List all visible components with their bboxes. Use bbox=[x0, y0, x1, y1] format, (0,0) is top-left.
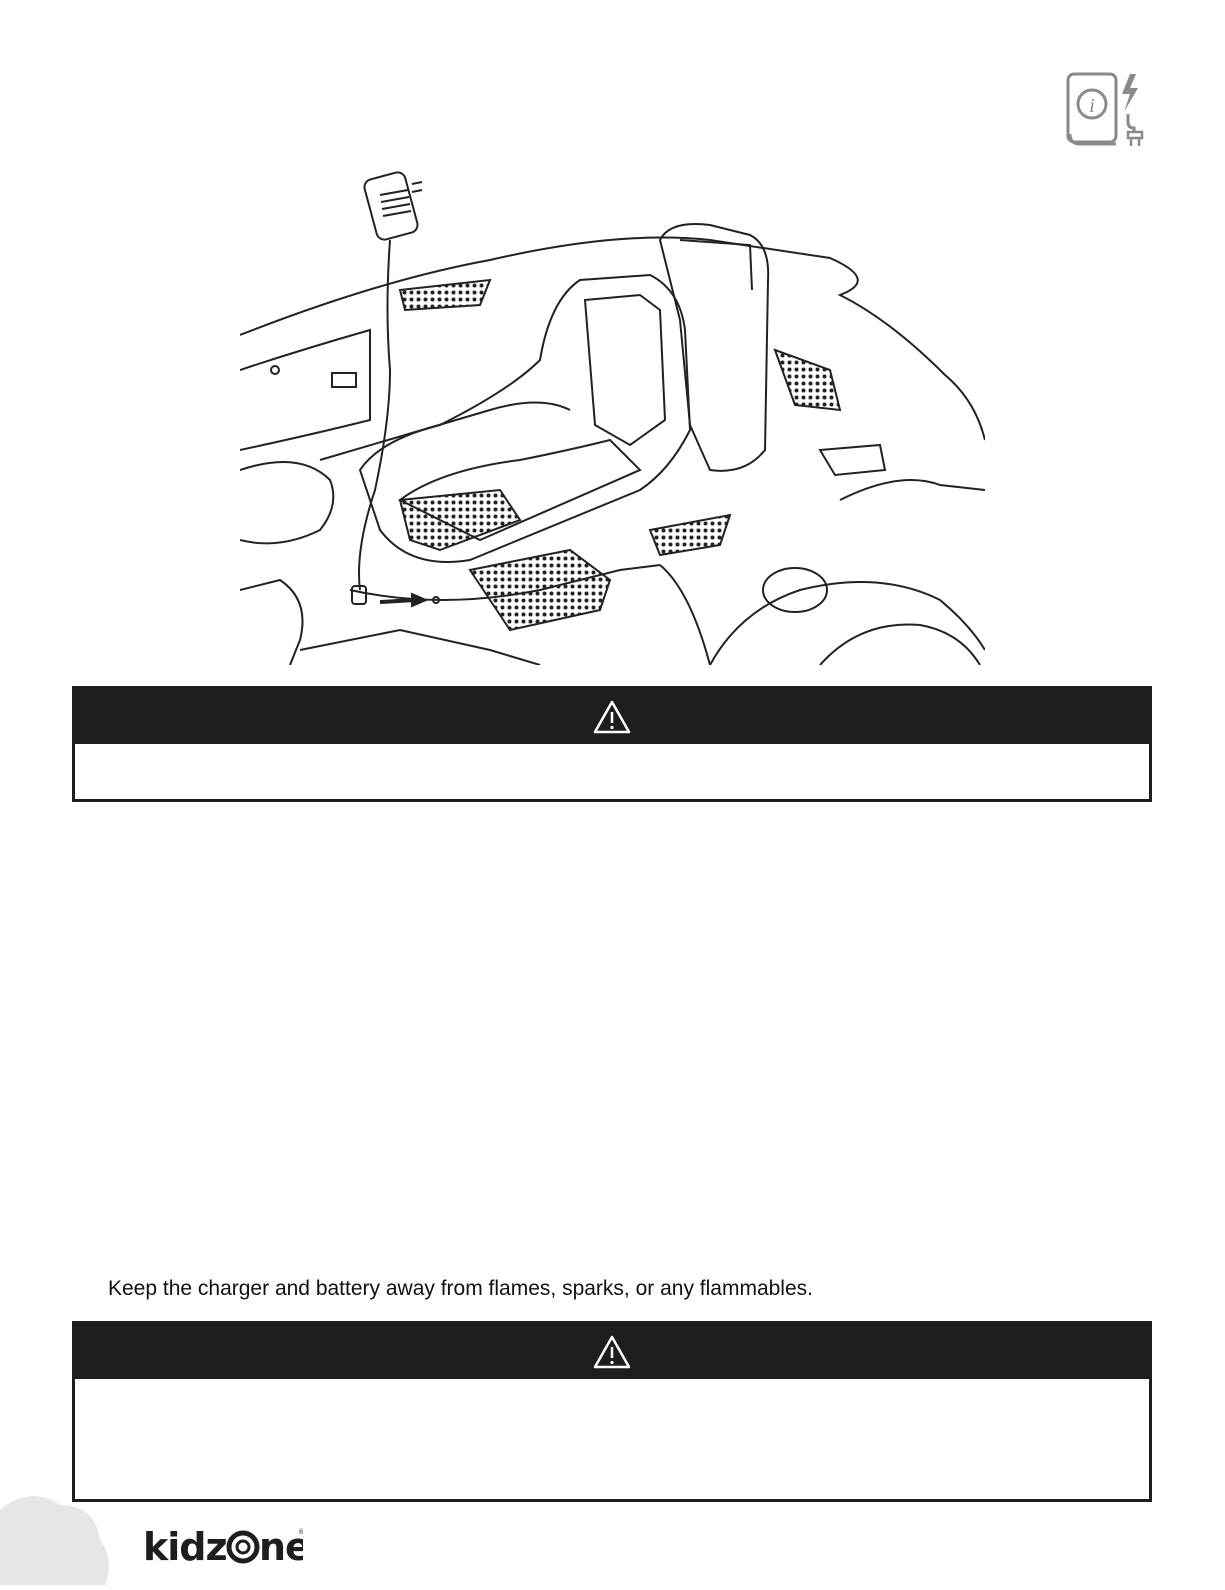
warning-header bbox=[75, 689, 1149, 744]
warning-triangle-icon bbox=[592, 1334, 632, 1370]
svg-text:kidz: kidz bbox=[143, 1525, 227, 1569]
kidzone-logo bbox=[143, 1524, 303, 1570]
warning-header bbox=[75, 1324, 1149, 1379]
svg-text:i: i bbox=[1089, 95, 1095, 117]
warning-box-2 bbox=[72, 1321, 1152, 1502]
cloud-decoration bbox=[0, 1490, 110, 1585]
instruction-text: Keep the charger and battery away from flames, sparks, or any flammables. bbox=[108, 1277, 813, 1300]
manual-charging-icon bbox=[1064, 70, 1159, 150]
car-charging-illustration bbox=[240, 170, 985, 665]
warning-triangle-icon bbox=[592, 699, 632, 735]
svg-text:®: ® bbox=[298, 1528, 303, 1536]
warning-box-1 bbox=[72, 686, 1152, 802]
svg-text:ne: ne bbox=[259, 1525, 303, 1569]
